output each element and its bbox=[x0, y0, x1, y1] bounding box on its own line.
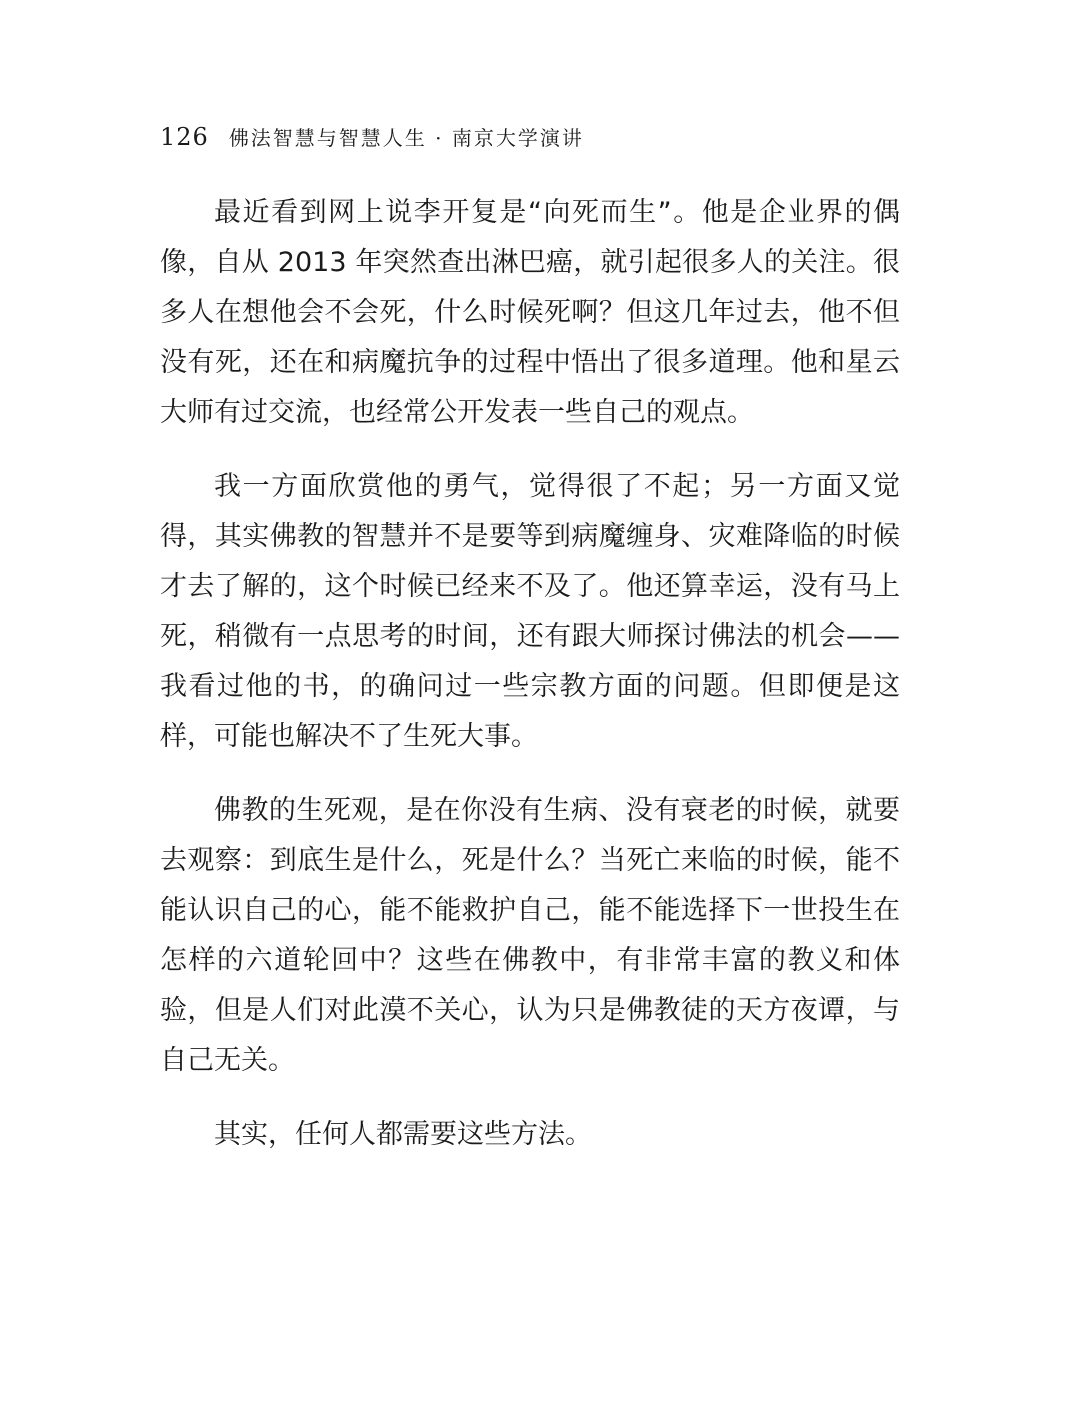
running-title: 佛法智慧与智慧人生 · 南京大学演讲 bbox=[228, 126, 584, 150]
paragraph: 其实，任何人都需要这些方法。 bbox=[214, 1119, 592, 1150]
page-number: 126 bbox=[160, 123, 209, 151]
page-header bbox=[160, 122, 584, 158]
paragraph: 我一方面欣赏他的勇气，觉得很了不起；另一方面又觉得，其实佛教的智慧并不是要等到病魔缠身、灾难降临的时候才去了解的，这个时候已经来不及了。他还算幸运，没有马上死，稍微有一点思考的时间，还有跟大师探讨佛法的机会——我看过他的书，的确问过一些宗教方面的问题。但即便是这样，可能也解决不了生死大事。 bbox=[160, 471, 900, 752]
body-text bbox=[160, 188, 900, 1184]
paragraph: 最近看到网上说李开复是“向死而生”。他是企业界的偶像，自从 2013 年突然查出淋巴癌，就引起很多人的关注。很多人在想他会不会死，什么时候死啊？但这几年过去，他不但没有死，还在和病魔抗争的过程中悟出了很多道理。他和星云大师有过交流，也经常公开发表一些自己的观点。 bbox=[160, 197, 900, 428]
paragraph: 佛教的生死观，是在你没有生病、没有衰老的时候，就要去观察：到底生是什么，死是什么？当死亡来临的时候，能不能认识自己的心，能不能救护自己，能不能选择下一世投生在怎样的六道轮回中？这些在佛教中，有非常丰富的教义和体验，但是人们对此漠不关心，认为只是佛教徒的天方夜谭，与自己无关。 bbox=[160, 795, 900, 1076]
